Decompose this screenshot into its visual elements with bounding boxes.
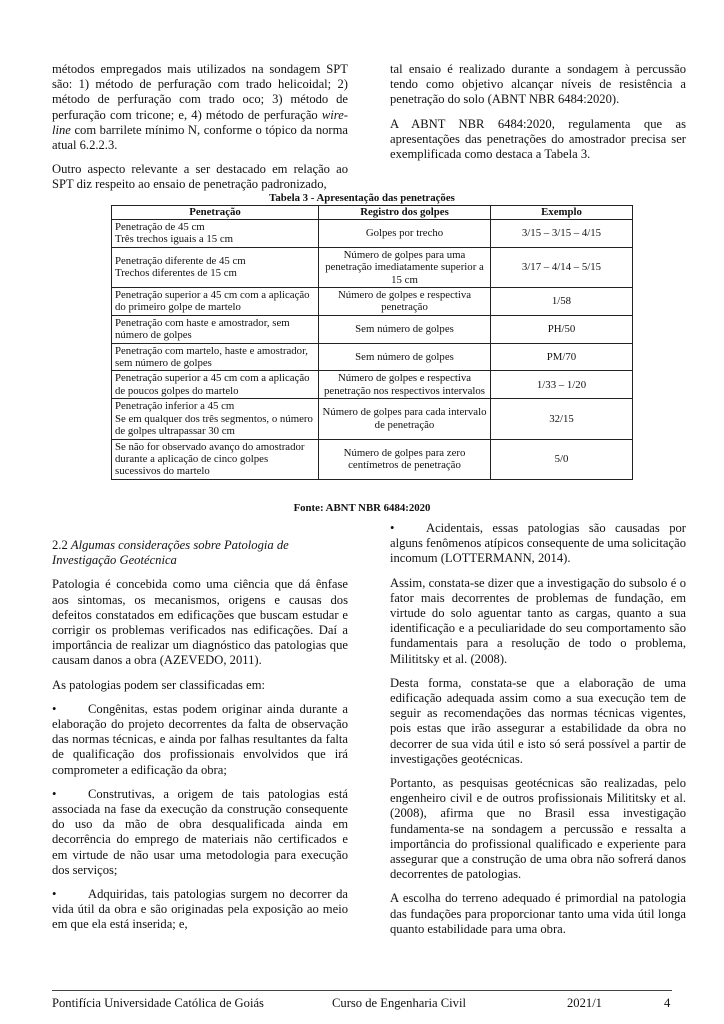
bullet-mark: •: [390, 521, 395, 535]
section-title: Algumas considerações sobre Patologia de Investigação Geotécnica: [52, 538, 289, 568]
table-cell: Sem número de golpes: [319, 315, 491, 343]
paragraph-building-norms: Desta forma, constata-se que a elaboração de uma edificação adequada assim como a sua execução tem de seguir as recomendações das normas técnicas vigentes, pois estas que irão assegurar a estabilidade da obra no decorrer de sua vida útil e isto só será possível a partir de investigações geotécnicas.: [390, 675, 686, 766]
table-row: [112, 288, 633, 316]
left-column-bottom: [52, 538, 348, 933]
left-column-top: [52, 62, 348, 193]
footer-course: Curso de Engenharia Civil: [332, 996, 466, 1010]
table-cell: PH/50: [491, 315, 633, 343]
table-row: [112, 315, 633, 343]
right-column-top: [390, 62, 686, 162]
paragraph-spt-aspect: Outro aspecto relevante a ser destacado em relação ao SPT diz respeito ao ensaio de penetração padronizado,: [52, 162, 348, 192]
bullet-mark: •: [52, 701, 57, 716]
table-cell: Penetração inferior a 45 cm Se em qualquer dos três segmentos, o número de golpes ultrapassar 30 cm: [112, 399, 319, 439]
table-cell: PM/70: [491, 343, 633, 371]
table-cell: 5/0: [491, 439, 633, 479]
paragraph-pathology-definition: Patologia é concebida como uma ciência que dá ênfase aos sintomas, os mecanismos, origens e causas dos defeitos constatados em edificações que buscam estudar e corrigir os problemas verificados nas edificações. Daí a importância de realizar um diagnóstico das patologias que causam danos a obra (AZEVEDO, 2011).: [52, 577, 348, 668]
table-row: [112, 399, 633, 439]
table-cell: Se não for observado avanço do amostrador durante a aplicação de cinco golpes sucessivos do martelo: [112, 439, 319, 479]
list-item: • Adquiridas, tais patologias surgem no decorrer da vida útil da obra e são originadas pela exposição ao meio em que ela está inserida; e,: [52, 887, 348, 932]
table-row: [112, 439, 633, 479]
column-header: Penetração: [112, 206, 319, 220]
right-column-bottom: [390, 521, 686, 937]
table-source: Fonte: ABNT NBR 6484:2020: [293, 502, 431, 514]
table-cell: Penetração superior a 45 cm com a aplicação do primeiro golpe de martelo: [112, 288, 319, 316]
paragraph-classification-intro: As patologias podem ser classificadas em:: [52, 677, 265, 692]
column-header: Exemplo: [491, 206, 633, 220]
table-cell: Golpes por trecho: [319, 220, 491, 248]
paragraph-terrain-choice: A escolha do terreno adequado é primordial na patologia das fundações para proporcionar tanto uma vida útil longa quanto estabilidade para uma obra.: [390, 891, 686, 936]
table-cell: Número de golpes para zero centímetros de penetração: [319, 439, 491, 479]
table-cell: 3/17 – 4/14 – 5/15: [491, 247, 633, 287]
table-cell: Penetração de 45 cm Três trechos iguais a 15 cm: [112, 220, 319, 248]
table-cell: Número de golpes para uma penetração imediatamente superior a 15 cm: [319, 247, 491, 287]
footer-institution: Pontifícia Universidade Católica de Goiás: [52, 996, 264, 1010]
italic-term: wire-line: [52, 107, 348, 137]
paragraph-drilling-methods: métodos empregados mais utilizados na sondagem SPT são: 1) método de perfuração com trado helicoidal; 2) método de perfuração com trado oco; 3) método de perfuração com tricone; e, 4) método de perfuração wire-line com barrilete mínimo N, conforme o tópico da norma atual 6.2.2.3.: [52, 62, 348, 153]
paragraph-test-objective: tal ensaio é realizado durante a sondagem à percussão tendo como objetivo alcançar níveis de resistência a penetração do solo (ABNT NBR 6484:2020).: [390, 62, 686, 107]
table-cell: Penetração superior a 45 cm com a aplicação de poucos golpes do martelo: [112, 371, 319, 399]
table-cell: Penetração com martelo, haste e amostrador, sem número de golpes: [112, 343, 319, 371]
table-row: [112, 371, 633, 399]
table-header-row: [112, 206, 633, 220]
table-cell: 1/58: [491, 288, 633, 316]
footer-term: 2021/1: [567, 996, 602, 1010]
paragraph-abnt-norm: A ABNT NBR 6484:2020, regulamenta que as apresentações das penetrações do amostrador precisa ser exemplificada como destaca a Tabela 3.: [390, 116, 686, 162]
table-row: [112, 343, 633, 371]
paragraph-subsoil-investigation: Assim, constata-se dizer que a investigação do subsolo é o fator mais decorrentes de problemas de fundação, em virtude do solo aguentar tanto as cargas, quanto a sua identificação e a peculiaridade do seu comportamento são fundamentais para a resolução de todo o problema, Milititsky et al. (2008).: [390, 575, 686, 666]
table-cell: Número de golpes e respectiva penetração nos respectivos intervalos: [319, 371, 491, 399]
table-cell: Penetração diferente de 45 cm Trechos diferentes de 15 cm: [112, 247, 319, 287]
table-cell: 1/33 – 1/20: [491, 371, 633, 399]
section-heading: [52, 538, 348, 568]
section-number: 2.2: [52, 538, 68, 552]
penetration-table: [111, 205, 633, 480]
list-item: • Construtivas, a origem de tais patologias está associada na fase da execução da construção consequente do uso da mão de obra desqualificada ainda em decorrência do emprego de materiais não certificados e em virtude de não usar uma metodologia para execução dos serviços;: [52, 786, 348, 877]
table-cell: Número de golpes e respectiva penetração: [319, 288, 491, 316]
footer-divider: [52, 990, 672, 991]
page-number: 4: [664, 996, 671, 1010]
bullet-mark: •: [52, 887, 57, 902]
column-header: Registro dos golpes: [319, 206, 491, 220]
table-row: [112, 220, 633, 248]
table-row: [112, 247, 633, 287]
table-cell: 32/15: [491, 399, 633, 439]
table-body: [112, 220, 633, 480]
table-cell: Penetração com haste e amostrador, sem número de golpes: [112, 315, 319, 343]
table-cell: 3/15 – 3/15 – 4/15: [491, 220, 633, 248]
table-cell: Número de golpes para cada intervalo de penetração: [319, 399, 491, 439]
list-item: • Acidentais, essas patologias são causadas por alguns fenômenos atípicos consequente de uma solicitação incomum (LOTTERMANN, 2014).: [390, 521, 686, 566]
list-item: • Congênitas, estas podem originar ainda durante a elaboração do projeto decorrentes da falta de observação das normas técnicas, e ainda por falhas resultantes da falta de qualificação dos profissionais envolvidos que irá comprometer a edificação da obra;: [52, 701, 348, 777]
table-caption: Tabela 3 - Apresentação das penetrações: [269, 192, 455, 204]
paragraph-geotechnical-research: Portanto, as pesquisas geotécnicas são realizadas, pelo engenheiro civil e de outros profissionais Milititsky et al. (2008), afirma que no Brasil essa investigação fundamenta-se na sondagem a percussão e ressalta a importância do profissional qualificado e experiente para assegurar que a construção de uma obra não sofrerá danos decorrentes de patologias.: [390, 776, 686, 882]
bullet-mark: •: [52, 786, 57, 801]
table-cell: Sem número de golpes: [319, 343, 491, 371]
